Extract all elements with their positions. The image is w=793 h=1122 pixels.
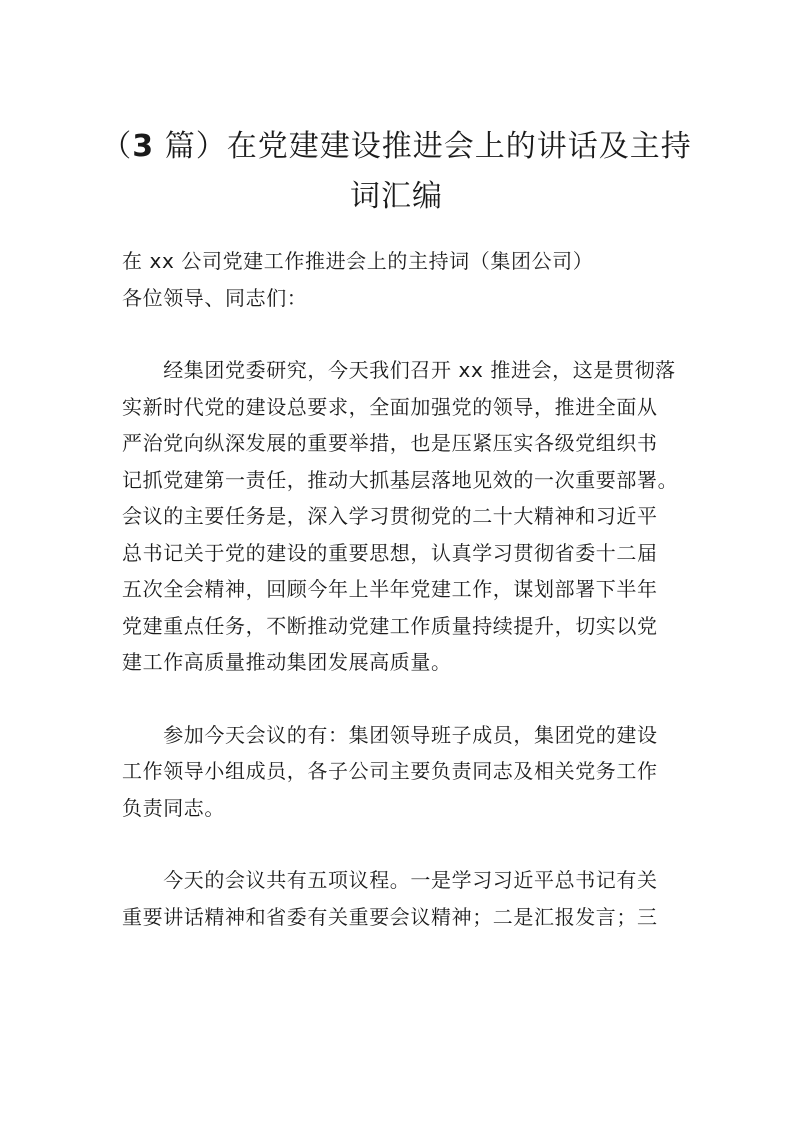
title-line-2: 词汇编 [350, 179, 443, 214]
paragraph-line: 经集团党委研究，今天我们召开 xx 推进会，这是贯彻落 [122, 358, 676, 382]
paragraph-line: 建工作高质量推动集团发展高质量。 [122, 650, 452, 674]
title-line-1 [0, 122, 793, 172]
paragraph-line: 实新时代党的建设总要求，全面加强党的领导，推进全面从 [122, 394, 658, 419]
paragraph-line: 五次全会精神，回顾今年上半年党建工作，谋划部署下半年 [122, 577, 658, 601]
paragraph-line: 严治党向纵深发展的重要举措，也是压紧压实各级党组织书 [122, 431, 658, 455]
paragraph-line: 今天的会议共有五项议程。一是学习习近平总书记有关 [122, 868, 658, 892]
document-body [122, 243, 678, 935]
paragraph-line: 党建重点任务，不断推动党建工作质量持续提升，切实以党 [122, 613, 658, 638]
document-title [0, 122, 793, 222]
subtitle: 在 xx 公司党建工作推进会上的主持词（集团公司） [122, 249, 594, 273]
title-open-paren: （ [101, 129, 133, 164]
title-number: 3 [132, 129, 155, 164]
paragraph-3 [122, 862, 678, 935]
paragraph-line: 负责同志。 [122, 795, 225, 820]
paragraph-line: 重要讲话精神和省委有关重要会议精神；二是汇报发言；三 [122, 904, 658, 929]
paragraph-line: 总书记关于党的建设的重要思想，认真学习贯彻省委十二届 [122, 540, 658, 565]
paragraph-line: 会议的主要任务是，深入学习贯彻党的二十大精神和习近平 [122, 504, 658, 528]
paragraph-line: 参加今天会议的有：集团领导班子成员，集团党的建设 [122, 722, 658, 747]
salutation: 各位领导、同志们： [122, 285, 308, 310]
paragraph-gap [122, 681, 678, 717]
paragraph-gap [122, 316, 678, 352]
paragraph-line: 记抓党建第一责任，推动大抓基层落地见效的一次重要部署。 [122, 467, 679, 492]
paragraph-gap [122, 826, 678, 862]
paragraph-line: 工作领导小组成员，各子公司主要负责同志及相关党务工作 [122, 759, 658, 783]
title-rest: 篇）在党建建设推进会上的讲话及主持 [154, 129, 692, 164]
paragraph-2 [122, 717, 678, 827]
paragraph-1 [122, 352, 678, 681]
